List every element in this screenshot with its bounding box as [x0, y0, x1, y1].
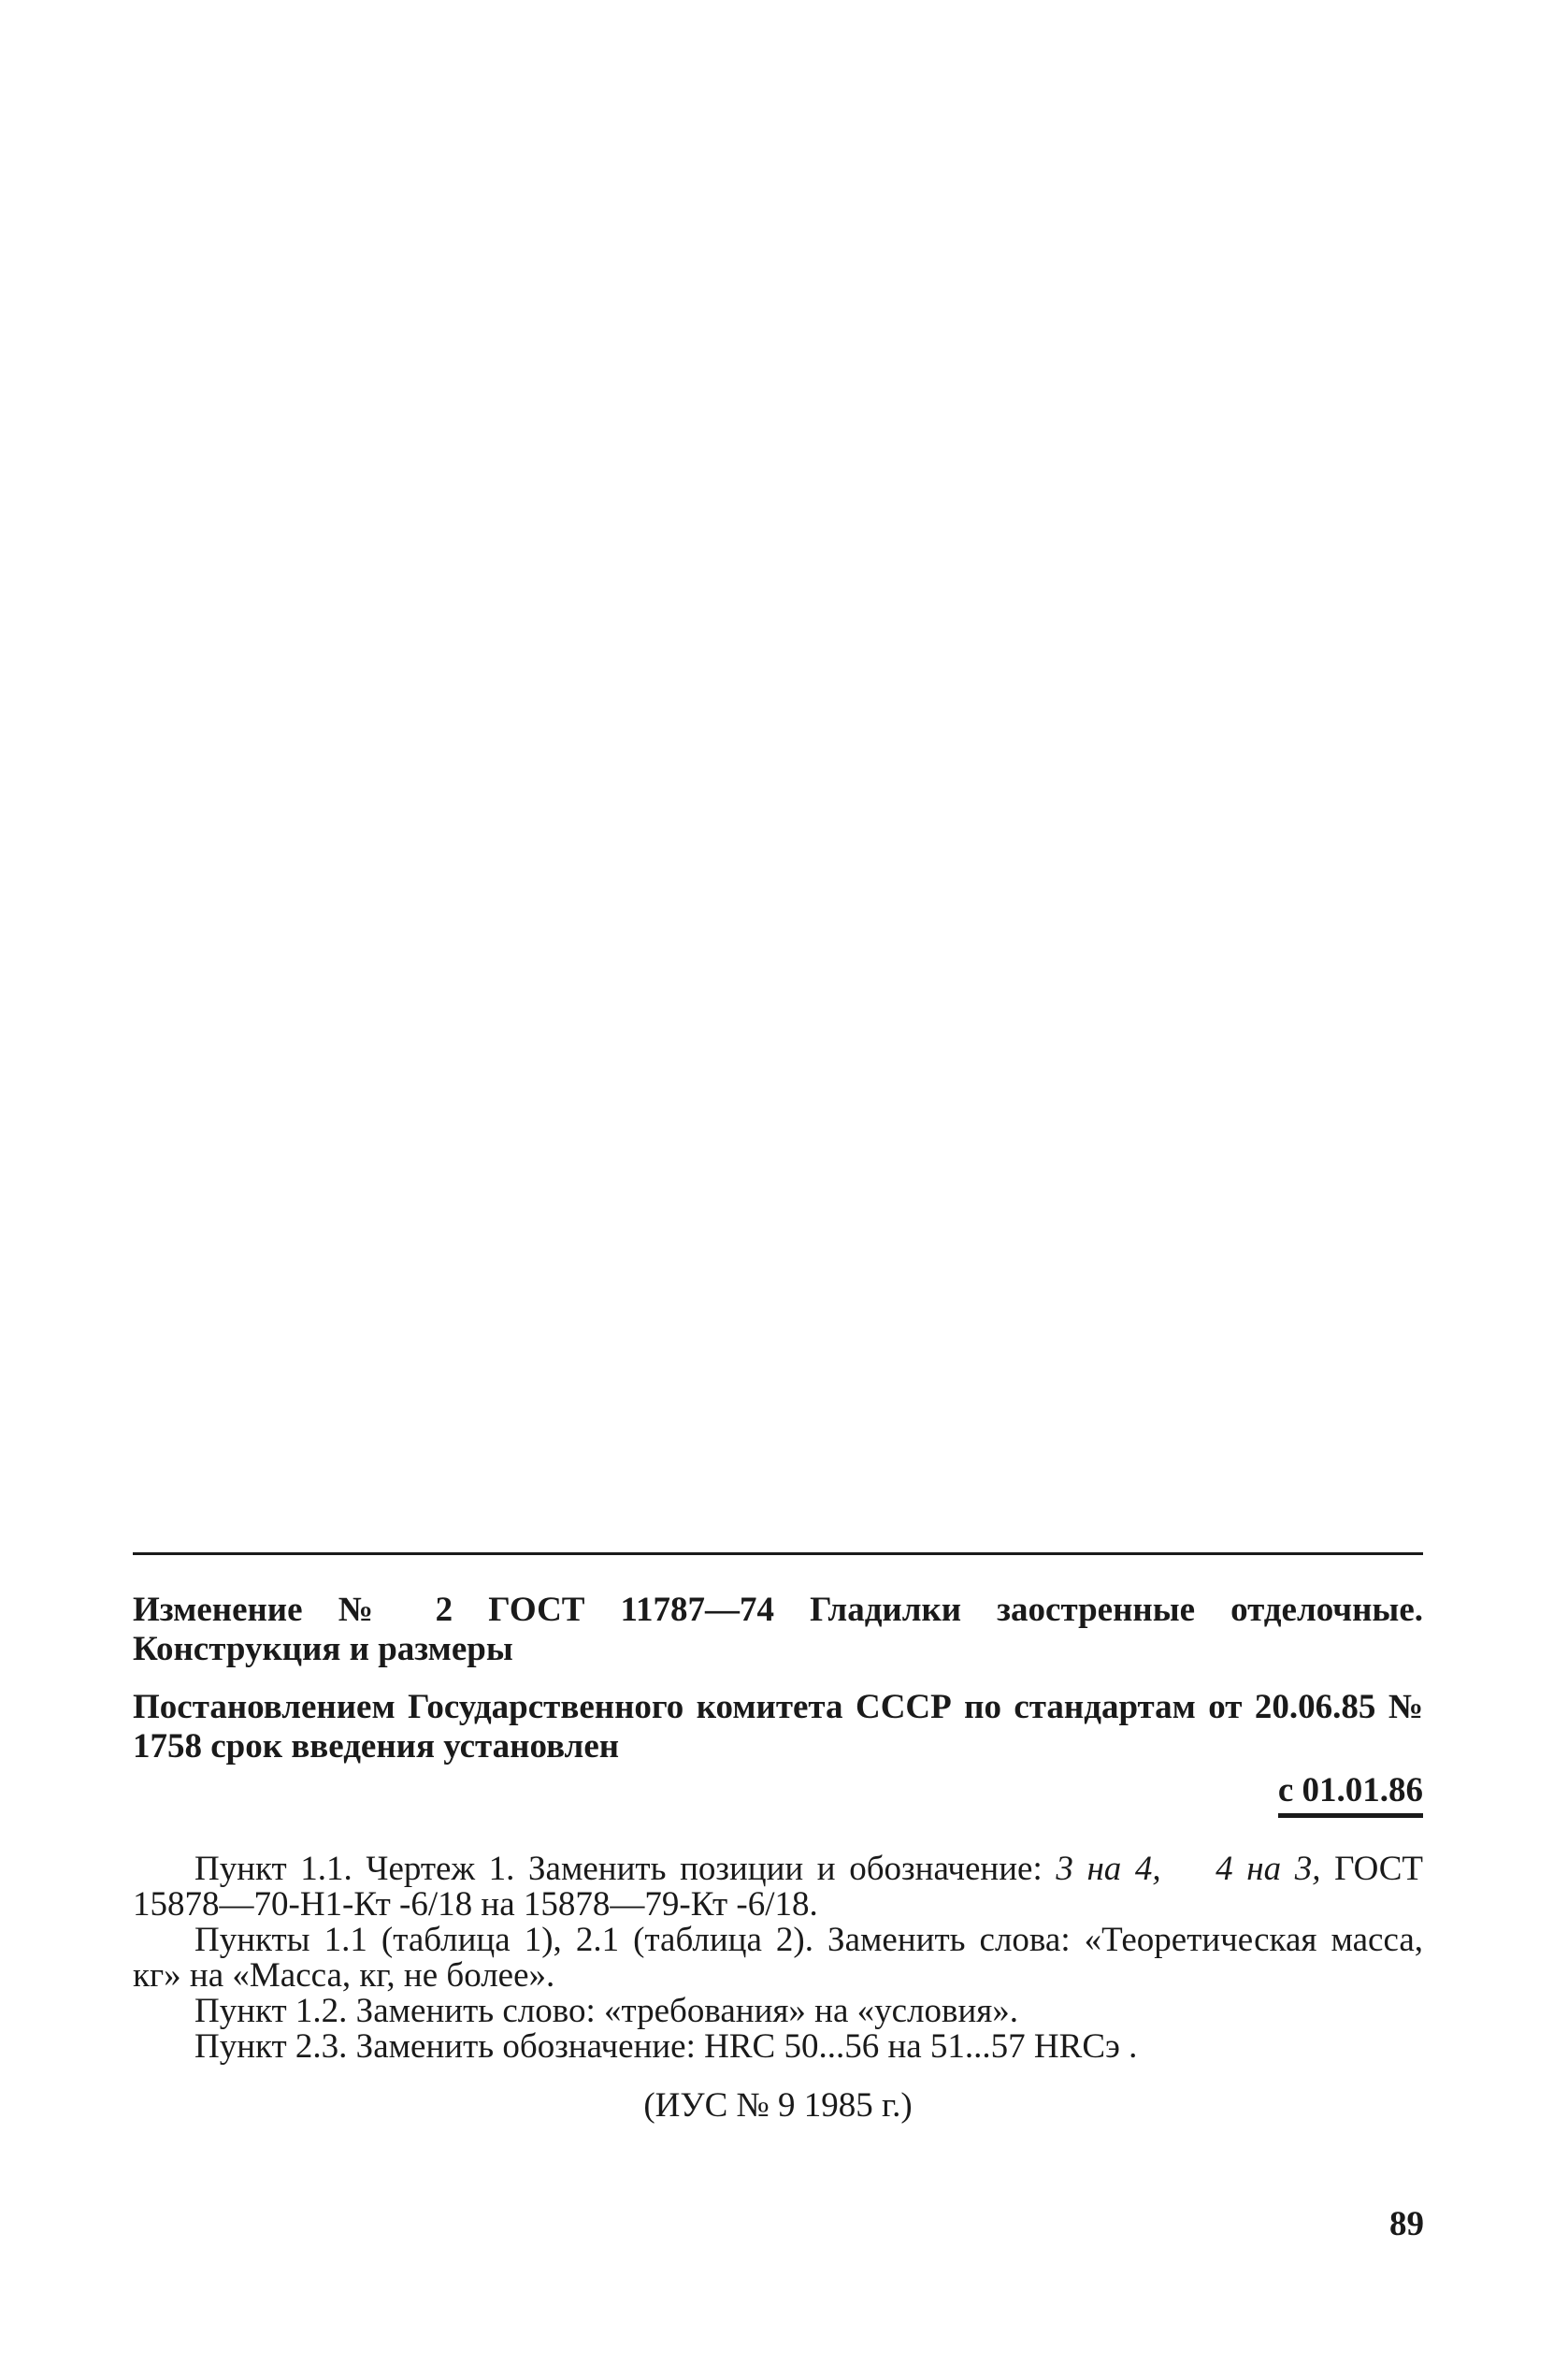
effective-date: с 01.01.86 — [1278, 1770, 1423, 1818]
amendment-notice — [133, 1552, 1423, 2126]
paragraph-tables: Пункты 1.1 (таблица 1), 2.1 (таблица 2). Заменить слова: «Теоретическая масса, кг» на «Масса, кг, не более». — [133, 1921, 1423, 1995]
paragraph-text: Пункт 1.1. Чертеж 1. Заменить позиции и обозначение: — [194, 1850, 1057, 1888]
effective-date-row — [133, 1770, 1423, 1818]
position-change-b: 4 на 3, — [1216, 1850, 1321, 1888]
position-change-a: 3 на 4, — [1056, 1850, 1161, 1888]
amendment-body — [133, 1852, 1423, 2065]
amendment-title: Изменение № 2 ГОСТ 11787—74 Гладилки заостренные отделочные. Конструкция и размеры — [133, 1591, 1423, 1668]
paragraph-item-1-2: Пункт 1.2. Заменить слово: «требования» на «условия». — [194, 1992, 1019, 2030]
paragraph-text: ГОСТ 15878—70-Н1-Кт -6/18 на 15878—79-Кт -6/18. — [133, 1850, 1424, 1924]
page-number: 89 — [1389, 2205, 1424, 2243]
paragraph-item-2-3: Пункт 2.3. Заменить обозначение: HRC 50...56 на 51...57 HRCэ . — [194, 2027, 1138, 2066]
source-citation: (ИУС № 9 1985 г.) — [643, 2086, 913, 2125]
paragraph-item-1-1 — [133, 1852, 1423, 1923]
resolution-text: Постановлением Государственного комитета СССР по стандартам от 20.06.85 № 1758 срок введения установлен — [133, 1688, 1423, 1766]
top-rule — [133, 1552, 1423, 1555]
